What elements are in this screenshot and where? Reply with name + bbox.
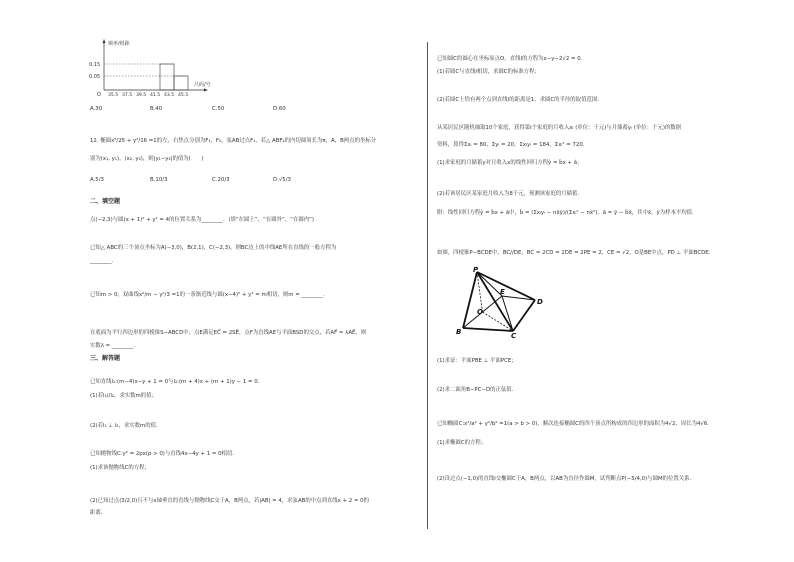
section-answer-title: 三、解答题	[90, 355, 121, 362]
fill-question-1: 点(−2,3)与圆(x + 1)² + y² = 4的位置关系为________．(填“在圆上”、“在圆外”、“在圆内”)	[90, 217, 315, 223]
q11-option-b[interactable]: B.40	[150, 106, 163, 112]
histogram-bar	[174, 76, 188, 90]
y-tick-label: 0.15	[89, 62, 101, 68]
answer-1-part1: (1)若l₁//l₂，求实数m的值；	[90, 393, 157, 399]
ellipse-part2: (2)设过点(−1,0)的直线l交椭圆C于A，B两点，以AB为直径作圆M，试判断点P(−5/4,0)与圆M的位置关系．	[437, 476, 695, 482]
x-tick-label: 45.5	[178, 93, 189, 98]
regression-stem-line2: 资料，算得Σxᵢ = 80，Σyᵢ = 20，Σxᵢyᵢ = 184，Σxᵢ² = 720．	[437, 142, 589, 148]
histogram-ylabel: 频率/组距	[108, 41, 130, 47]
y-axis-arrow	[103, 39, 106, 43]
pyramid-figure	[455, 266, 547, 338]
fill-question-3: 已知m > 0，双曲线x²/m − y²/3 =1的一条渐近线与圆(x−4)² + y² = m相切，则m = ________．	[90, 292, 329, 298]
ellipse-question-stem: 已知椭圆C:x²/a² + y²/b² =1(a > b > 0)，顺次连接椭圆C的四个顶点所构成的四边形的面积为4√2，周长为4√6．	[437, 421, 713, 427]
vertex-label-P: P	[473, 266, 479, 274]
pyramid-part2: (2)求二面角B−PC−D的正弦值．	[437, 387, 518, 393]
edge-CD	[513, 300, 535, 331]
x-tick-label: 37.5	[122, 93, 133, 98]
answer-2-stem: 已知抛物线C:y² = 2px(p > 0)与直线4x−4y + 1 = 0相切．	[90, 451, 238, 457]
q12-option-b[interactable]: B.10/3	[150, 177, 168, 183]
circle-question-part1: (1)若圆C与直线l相切，求圆C的标准方程；	[437, 69, 540, 75]
answer-1-stem: 已知直线l₁:(m−4)x−y + 1 = 0与l₂:(m + 4)x + (m + 1)y − 1 = 0．	[90, 379, 264, 385]
pyramid-question-stem: 如图，四棱锥P−BCDE中，BC//DE，BC = 2CD = 2DE = 2PE = 2，CE = √2，O是BE中点，PD ⊥ 平面BCDE．	[437, 250, 715, 256]
vertex-label-C: C	[511, 332, 517, 338]
column-divider	[427, 42, 428, 529]
vertex-label-E: E	[500, 288, 505, 296]
histogram-xlabel: 尺码/号	[194, 82, 211, 88]
answer-2-part2-line1: (2)已知过点(3/2,0)且不与x轴垂直的直线与抛物线C交于A，B两点，若|AB| = 4，求弦AB的中点到直线x + 2 = 0的	[90, 498, 369, 504]
circle-question-part2: (2)若圆C上恰有两个点到直线l的距离是1，求圆C的半径的取值范围．	[437, 97, 603, 103]
edge-BC	[463, 328, 513, 331]
origin-label: O	[97, 92, 101, 98]
regression-part2: (2)若该居民区某家庭月收入为8千元，预测该家庭的月储蓄．	[437, 191, 583, 197]
y-tick-label: 0.05	[89, 74, 101, 80]
q12-stem-line2: 别为(x₁, y₁)，(x₂, y₂)，则|y₁−y₂|的值为( )	[90, 156, 204, 162]
q12-stem-line1: 12. 椭圆x²/25 + y²/16 =1的左、右焦点分别为F₁，F₂，弦AB过点F₁，若△ ABF₂的内切圆周长为π，A，B两点的坐标分	[90, 138, 377, 144]
section-fill-in-title: 二、填空题	[90, 198, 121, 205]
vertex-label-O: O	[477, 308, 483, 316]
frequency-histogram	[88, 38, 228, 100]
fill-question-4-line1: 在底面为平行四边形的四棱锥S−ABCD中，点E满足EC⃗ = 2SE⃗，点F为直线AE与平面BSD的交点，若AF⃗ = λAE⃗，则	[90, 330, 367, 336]
edge-EC	[502, 296, 513, 331]
vertex-label-D: D	[537, 298, 543, 306]
q11-option-d[interactable]: D.60	[273, 106, 286, 112]
histogram-bar	[160, 64, 174, 90]
fill-question-4-line2: 实数λ = ________．	[90, 343, 139, 349]
answer-2-part2-line2: 距离．	[90, 510, 107, 516]
pyramid-part1: (1)求证：平面PBE ⊥ 平面PCE；	[437, 358, 517, 364]
fill-question-2-line2: ________．	[90, 258, 117, 264]
regression-stem-line1: 从某居民区随机抽取10个家庭，获得第i个家庭的月收入xᵢ (单位：千元)与月储蓄yᵢ (单位：千元)的数据	[437, 125, 682, 131]
q12-option-d[interactable]: D.√5/3	[273, 177, 291, 183]
x-tick-label: 41.5	[150, 93, 161, 98]
answer-1-part2: (2)若l₁ ⊥ l₂，求实数m的值．	[90, 423, 162, 429]
circle-question-stem: 已知圆C的圆心在坐标原点O，直线l的方程为x−y−2√2 = 0．	[437, 56, 587, 62]
regression-appendix: 附：线性回归方程ŷ = b̂x + â中，b̂ = (Σxᵢyᵢ − nx̄ȳ)/(Σxᵢ² − nx̄²)，â = ȳ − b̂x̄，其中x̄，ȳ为样本平均值．	[437, 210, 698, 216]
fill-question-2-line1: 已知△ ABC的三个顶点坐标为A(−3,0)，B(2,1)，C(−2,3)，则BC边上的中线AE所在直线的一般方程为	[90, 245, 337, 251]
q12-option-a[interactable]: A.5/3	[90, 177, 104, 183]
edge-PB	[463, 272, 477, 328]
x-axis-arrow	[204, 89, 208, 92]
q12-option-c[interactable]: C.20/3	[212, 177, 230, 183]
vertex-label-B: B	[456, 328, 462, 336]
q11-option-c[interactable]: C.50	[212, 106, 225, 112]
answer-2-part1: (1)求该抛物线C的方程；	[90, 465, 150, 471]
x-tick-label: 39.5	[136, 93, 147, 98]
q11-option-a[interactable]: A.30	[90, 106, 103, 112]
x-tick-label: 43.5	[164, 93, 175, 98]
x-tick-label: 35.5	[108, 93, 119, 98]
ellipse-part1: (1)求椭圆C的方程；	[437, 440, 487, 446]
regression-part1: (1)求家庭的月储蓄y对月收入x的线性回归方程ŷ = b̂x + â；	[437, 160, 583, 166]
